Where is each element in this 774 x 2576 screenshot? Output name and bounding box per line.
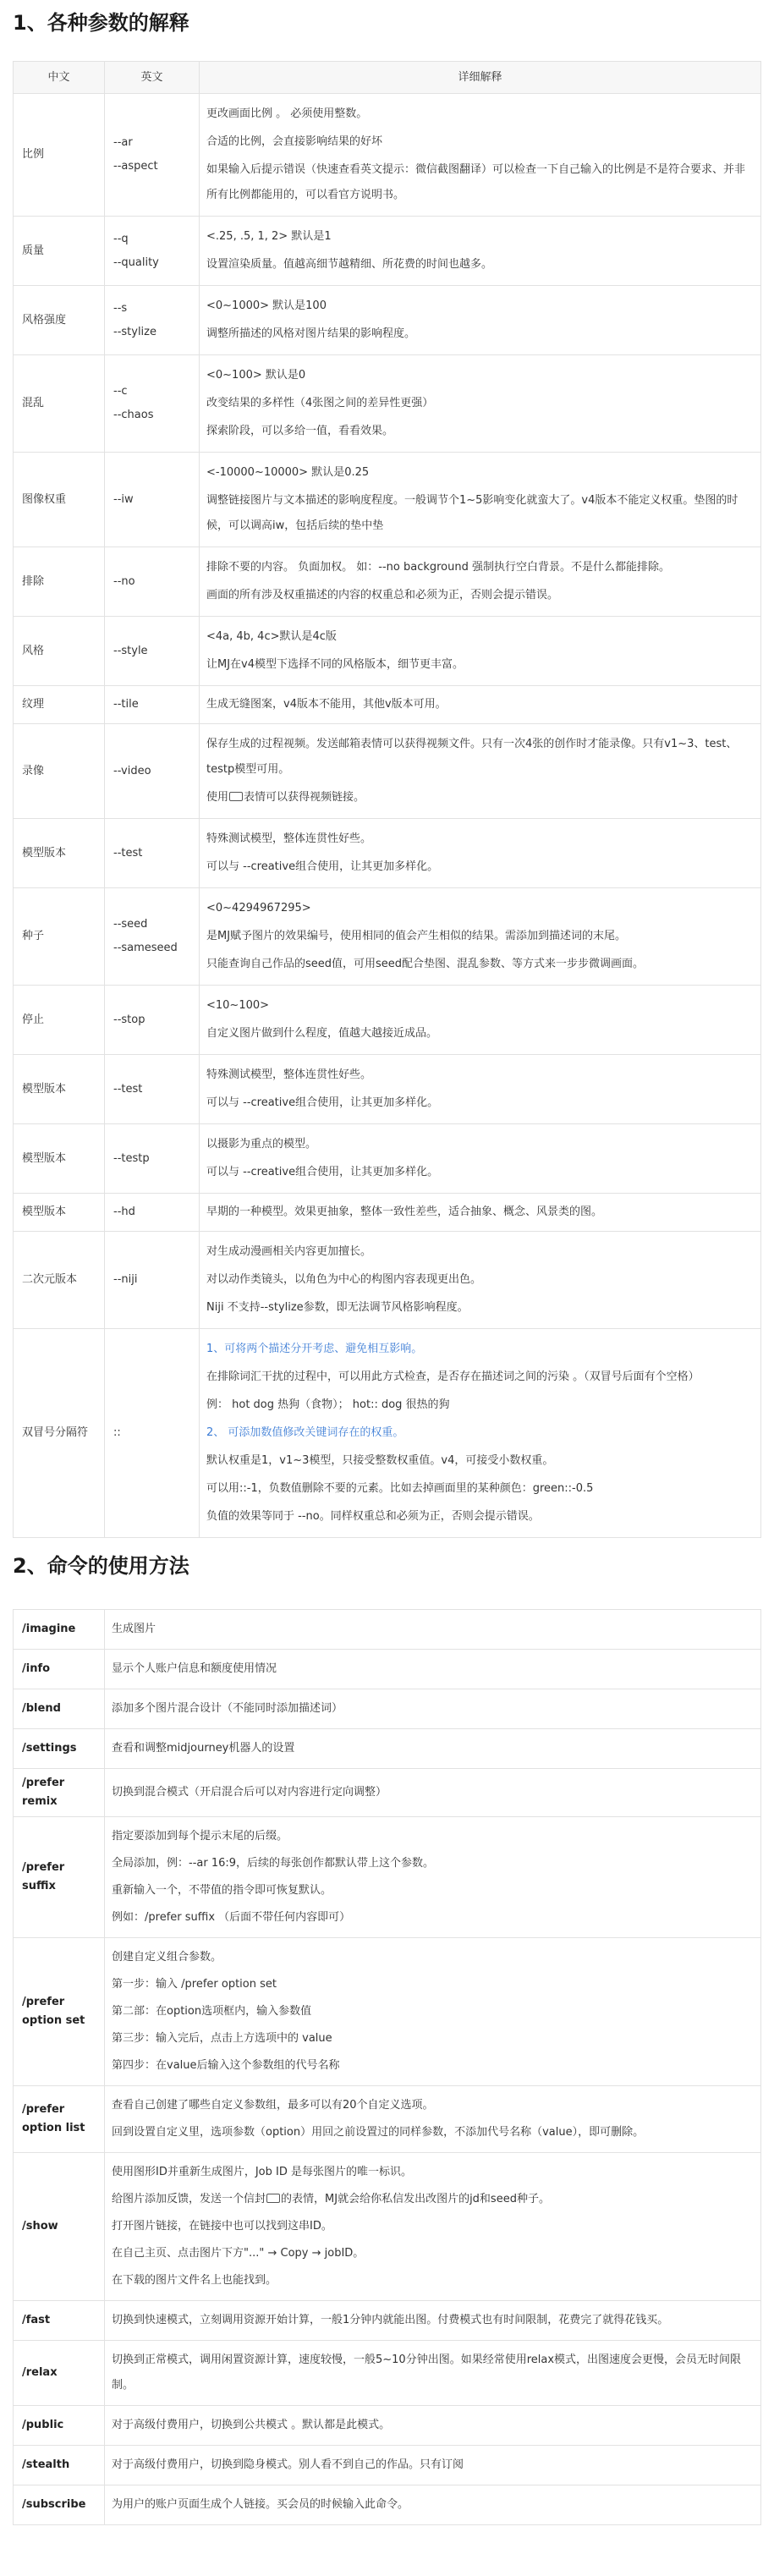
command-name-line: /prefer <box>22 1996 65 2008</box>
parameter-flag: --test <box>113 846 143 860</box>
parameter-row <box>14 819 761 888</box>
parameter-cn: 种子 <box>14 888 105 986</box>
command-desc <box>105 1689 761 1729</box>
parameter-cn: 模型版本 <box>14 1055 105 1124</box>
parameter-cn: 二次元版本 <box>14 1232 105 1329</box>
command-desc-line: 在自己主页、点击图片下方"..." → Copy → jobID。 <box>112 2247 365 2260</box>
command-name-line: /relax <box>22 2366 58 2379</box>
detail-line: 调整所描述的风格对图片结果的影响程度。 <box>206 327 416 340</box>
command-row <box>14 2341 761 2406</box>
command-desc-line: 重新输入一个，不带值的指令即可恢复默认。 <box>112 1884 332 1897</box>
detail-line: 可以与 --creative组合使用，让其更加多样化。 <box>206 1096 439 1109</box>
command-row <box>14 2153 761 2301</box>
parameter-row <box>14 986 761 1055</box>
detail-line: <.25, .5, 1, 2> 默认是1 <box>206 230 332 243</box>
detail-line: 1、可将两个描述分开考虑、避免相互影响。 <box>206 1343 423 1355</box>
command-desc-line: 给图片添加反馈，发送一个信封 的表情，MJ就会给你私信发出改图片的jd和seed种子。 <box>112 2193 550 2205</box>
detail-line: <10~100> <box>206 999 270 1012</box>
command-row <box>14 1689 761 1729</box>
parameter-row <box>14 888 761 986</box>
parameter-cn: 质量 <box>14 217 105 286</box>
parameter-flag: --no <box>113 574 135 588</box>
parameter-en <box>105 355 200 453</box>
command-desc <box>105 2485 761 2525</box>
parameter-flag: --test <box>113 1082 143 1096</box>
command-desc-line: 添加多个图片混合设计（不能同时添加描述词） <box>112 1702 343 1715</box>
parameter-flag: --seed <box>113 918 148 931</box>
parameter-en <box>105 1232 200 1329</box>
command-row <box>14 1938 761 2086</box>
parameter-row <box>14 686 761 724</box>
parameter-cn: 模型版本 <box>14 1194 105 1232</box>
parameter-detail <box>200 355 761 453</box>
command-name <box>14 2341 105 2406</box>
command-row <box>14 2086 761 2153</box>
detail-line: 特殊测试模型，整体连贯性好些。 <box>206 832 372 845</box>
command-desc-line: 第一步：输入 /prefer option set <box>112 1978 277 1991</box>
command-desc <box>105 1769 761 1817</box>
command-name-line: /info <box>22 1662 51 1675</box>
command-desc <box>105 1650 761 1689</box>
detail-line: 早期的一种模型。效果更抽象，整体一致性差些，适合抽象、概念、风景类的图。 <box>206 1206 603 1218</box>
command-desc <box>105 1610 761 1650</box>
parameter-cn: 比例 <box>14 94 105 217</box>
commands-table <box>13 1609 761 2525</box>
detail-line: 探索阶段，可以多给一值，看看效果。 <box>206 425 394 437</box>
command-name-line: /prefer <box>22 1861 65 1874</box>
command-desc <box>105 2086 761 2153</box>
parameter-row <box>14 355 761 453</box>
command-desc <box>105 1817 761 1938</box>
parameter-cn: 图像权重 <box>14 453 105 547</box>
detail-line: Niji 不支持--stylize参数，即无法调节风格影响程度。 <box>206 1301 469 1314</box>
command-name-line: /settings <box>22 1742 77 1755</box>
command-desc-line: 创建自定义组合参数。 <box>112 1951 222 1964</box>
command-name-line: suffix <box>22 1880 56 1892</box>
detail-line: 生成无缝图案，v4版本不能用，其他v版本可用。 <box>206 698 447 711</box>
parameter-detail <box>200 1329 761 1538</box>
parameter-cn: 双冒号分隔符 <box>14 1329 105 1538</box>
detail-line: 例： hot dog 热狗（食物）； hot:: dog 很热的狗 <box>206 1398 450 1411</box>
detail-line: 设置渲染质量。值越高细节越精细、所花费的时间也越多。 <box>206 258 493 271</box>
command-desc <box>105 2301 761 2341</box>
command-desc-line: 查看和调整midjourney机器人的设置 <box>112 1742 295 1755</box>
section2-title: 2、命令的使用方法 <box>13 1554 189 1578</box>
parameter-row <box>14 1124 761 1194</box>
command-desc <box>105 2406 761 2446</box>
parameter-detail <box>200 986 761 1055</box>
detail-line: 可以与 --creative组合使用，让其更加多样化。 <box>206 860 439 873</box>
section1-title: 1、各种参数的解释 <box>13 11 189 35</box>
parameter-en <box>105 547 200 617</box>
parameters-table-header <box>14 62 761 94</box>
parameter-detail <box>200 1124 761 1194</box>
detail-line: 以摄影为重点的模型。 <box>206 1138 317 1151</box>
command-desc-line: 使用图形ID并重新生成图片，Job ID 是每张图片的唯一标识。 <box>112 2166 412 2178</box>
parameter-cn: 混乱 <box>14 355 105 453</box>
command-desc <box>105 1729 761 1769</box>
detail-line: 合适的比例，会直接影响结果的好坏 <box>206 135 383 148</box>
parameter-cn: 停止 <box>14 986 105 1055</box>
detail-line: 对以动作类镜头，以角色为中心的构图内容表现更出色。 <box>206 1273 482 1286</box>
command-row <box>14 1610 761 1650</box>
command-row <box>14 2301 761 2341</box>
parameter-row <box>14 1194 761 1232</box>
parameter-flag: --niji <box>113 1273 138 1286</box>
command-name-line: /subscribe <box>22 2498 86 2511</box>
parameter-flag: --stop <box>113 1013 145 1026</box>
command-row <box>14 2406 761 2446</box>
command-desc <box>105 1938 761 2086</box>
command-name-line: /stealth <box>22 2458 70 2471</box>
detail-line: 保存生成的过程视频。发送邮箱表情可以获得视频文件。只有一次4张的创作时才能录像。只有v1~3、test、testp模型可用。 <box>206 738 738 776</box>
parameter-row <box>14 217 761 286</box>
parameter-cn: 纹理 <box>14 686 105 724</box>
envelope-emoji-icon <box>266 2194 280 2203</box>
detail-line: 在排除词汇干扰的过程中，可以用此方式检查，是否存在描述词之间的污染 。（双冒号后面有个空格） <box>206 1370 700 1383</box>
parameter-flag: --iw <box>113 492 134 506</box>
parameter-detail <box>200 94 761 217</box>
parameter-flag: --quality <box>113 255 159 269</box>
command-desc-line: 切换到正常模式，调用闲置资源计算，速度较慢，一般5~10分钟出图。如果经常使用relax模式，出图速度会更慢，会员无时间限制。 <box>112 2354 742 2392</box>
detail-line: 负值的效果等同于 --no。同样权重总和必须为正，否则会提示错误。 <box>206 1510 540 1523</box>
detail-line: 是MJ赋予图片的效果编号，使用相同的值会产生相似的结果。需添加到描述词的末尾。 <box>206 930 627 942</box>
command-desc-line: 指定要添加到每个提示末尾的后缀。 <box>112 1830 288 1843</box>
command-desc <box>105 2153 761 2301</box>
command-name <box>14 2301 105 2341</box>
parameter-detail <box>200 217 761 286</box>
parameter-row <box>14 547 761 617</box>
command-row <box>14 1817 761 1938</box>
command-name-line: remix <box>22 1795 58 1808</box>
detail-line: 可以与 --creative组合使用，让其更加多样化。 <box>206 1166 439 1178</box>
parameter-flag: --style <box>113 644 148 657</box>
command-name <box>14 2153 105 2301</box>
command-desc-line: 在下载的图片文件名上也能找到。 <box>112 2274 277 2287</box>
parameter-flag: --tile <box>113 698 139 711</box>
parameter-en <box>105 986 200 1055</box>
parameter-flag: --chaos <box>113 409 154 421</box>
parameter-en <box>105 1194 200 1232</box>
parameter-cn: 风格 <box>14 617 105 686</box>
command-desc-line: 生成图片 <box>112 1623 156 1635</box>
parameter-en <box>105 1329 200 1538</box>
parameter-detail <box>200 1232 761 1329</box>
parameter-flag: --stylize <box>113 325 156 338</box>
detail-line: <0~4294967295> <box>206 902 311 915</box>
parameters-table <box>13 61 761 1538</box>
command-name <box>14 1729 105 1769</box>
parameter-row <box>14 453 761 547</box>
command-name <box>14 2406 105 2446</box>
detail-line: <0~100> 默认是0 <box>206 369 306 382</box>
parameter-en <box>105 888 200 986</box>
parameter-flag: --sameseed <box>113 942 178 954</box>
command-name <box>14 2086 105 2153</box>
parameter-flag: --s <box>113 301 128 315</box>
detail-line: 对生成动漫画相关内容更加擅长。 <box>206 1245 372 1258</box>
parameter-en <box>105 453 200 547</box>
parameter-cn: 模型版本 <box>14 1124 105 1194</box>
command-name <box>14 1650 105 1689</box>
command-row <box>14 1769 761 1817</box>
parameter-en <box>105 1055 200 1124</box>
command-name-line: /prefer <box>22 1777 65 1789</box>
detail-line: 让MJ在v4模型下选择不同的风格版本，细节更丰富。 <box>206 658 464 671</box>
command-name <box>14 1769 105 1817</box>
envelope-emoji-icon <box>229 792 243 801</box>
command-desc-line: 第三步：输入完后，点击上方选项中的 value <box>112 2032 332 2045</box>
header-cn: 中文 <box>14 62 105 94</box>
parameter-flag: --aspect <box>113 160 158 173</box>
parameter-flag: --hd <box>113 1206 135 1218</box>
parameter-detail <box>200 547 761 617</box>
detail-line: 更改画面比例 。 必须使用整数。 <box>206 107 368 120</box>
parameter-flag: --testp <box>113 1151 150 1165</box>
detail-line: <4a, 4b, 4c>默认是4c版 <box>206 630 337 643</box>
parameter-detail <box>200 1194 761 1232</box>
detail-line: 特殊测试模型，整体连贯性好些。 <box>206 1068 372 1081</box>
command-name <box>14 1610 105 1650</box>
command-row <box>14 2446 761 2485</box>
detail-line: 可以用::-1，负数值删除不要的元素。比如去掉画面里的某种颜色：green::-0.5 <box>206 1482 594 1495</box>
parameter-detail <box>200 1055 761 1124</box>
parameter-detail <box>200 724 761 819</box>
parameter-row <box>14 1055 761 1124</box>
parameter-detail <box>200 286 761 355</box>
parameter-flag: --ar <box>113 136 133 149</box>
command-desc-line: 第四步：在value后输入这个参数组的代号名称 <box>112 2059 340 2072</box>
parameter-cn: 模型版本 <box>14 819 105 888</box>
detail-line: 排除不要的内容。 负面加权。 如：--no background 强制执行空白背景。不是什么都能排除。 <box>206 561 670 574</box>
command-desc-line: 显示个人账户信息和额度使用情况 <box>112 1662 277 1675</box>
command-name-line: /prefer <box>22 2103 65 2116</box>
detail-line: 只能查询自己作品的seed值，可用seed配合垫图、混乱参数、等方式来一步步微调画面。 <box>206 958 645 970</box>
parameter-en <box>105 1124 200 1194</box>
parameter-cn: 录像 <box>14 724 105 819</box>
command-name-line: option list <box>22 2122 85 2134</box>
detail-line: <-10000~10000> 默认是0.25 <box>206 466 370 479</box>
command-desc-line: 回到设置自定义里，选项参数（option）用回之前设置过的同样参数，不添加代号名称（value），即可删除。 <box>112 2126 645 2139</box>
parameter-row <box>14 724 761 819</box>
detail-line: 默认权重是1，v1~3模型，只接受整数权重值。v4，可接受小数权重。 <box>206 1454 554 1467</box>
command-name-line: option set <box>22 2014 85 2027</box>
command-name <box>14 2485 105 2525</box>
parameter-flag: :: <box>113 1426 121 1439</box>
command-desc <box>105 2446 761 2485</box>
command-desc-line: 对于高级付费用户，切换到隐身模式。别人看不到自己的作品。只有订阅 <box>112 2458 464 2471</box>
detail-line: 2、 可添加数值修改关键词存在的权重。 <box>206 1426 404 1439</box>
command-row <box>14 1650 761 1689</box>
parameter-en <box>105 617 200 686</box>
parameter-detail <box>200 617 761 686</box>
command-name-line: /public <box>22 2419 64 2431</box>
parameter-cn: 风格强度 <box>14 286 105 355</box>
parameter-en <box>105 94 200 217</box>
command-name-line: /show <box>22 2220 58 2233</box>
parameter-flag: --q <box>113 232 129 245</box>
command-row <box>14 2485 761 2525</box>
parameter-detail <box>200 686 761 724</box>
parameter-en <box>105 819 200 888</box>
detail-line: <0~1000> 默认是100 <box>206 299 327 312</box>
command-desc-line: 全局添加，例：--ar 16:9，后续的每张创作都默认带上这个参数。 <box>112 1857 435 1870</box>
command-name <box>14 1689 105 1729</box>
detail-line: 使用 表情可以获得视频链接。 <box>206 791 365 804</box>
command-desc-line: 对于高级付费用户，切换到公共模式 。默认都是此模式。 <box>112 2419 391 2431</box>
command-row <box>14 1729 761 1769</box>
detail-line: 画面的所有涉及权重描述的内容的权重总和必须为正，否则会提示错误。 <box>206 589 559 601</box>
detail-line: 自定义图片做到什么程度，值越大越接近成品。 <box>206 1027 438 1040</box>
command-desc-line: 切换到混合模式（开启混合后可以对内容进行定向调整） <box>112 1786 387 1799</box>
parameter-en <box>105 286 200 355</box>
command-name-line: /blend <box>22 1702 61 1715</box>
command-desc-line: 切换到快速模式，立刻调用资源开始计算，一般1分钟内就能出图。付费模式也有时间限制，花费完了就得花钱买。 <box>112 2314 669 2326</box>
parameter-row <box>14 94 761 217</box>
command-desc-line: 查看自己创建了哪些自定义参数组，最多可以有20个自定义选项。 <box>112 2099 434 2112</box>
parameter-row <box>14 1232 761 1329</box>
detail-line: 改变结果的多样性（4张图之间的差异性更强） <box>206 397 434 409</box>
command-name-line: /fast <box>22 2314 51 2326</box>
command-name-line: /imagine <box>22 1623 76 1635</box>
parameter-en <box>105 724 200 819</box>
parameter-row <box>14 617 761 686</box>
header-en: 英文 <box>105 62 200 94</box>
command-desc-line: 第二部：在option选项框内，输入参数值 <box>112 2005 312 2018</box>
detail-line: 调整链接图片与文本描述的影响度程度。一般调节个1~5影响变化就蛮大了。v4版本不能定义权重。垫图的时候，可以调高iw，包括后续的垫中垫 <box>206 494 738 532</box>
command-name <box>14 1938 105 2086</box>
detail-line: 如果输入后提示错误（快速查看英文提示：微信截图翻译）可以检查一下自己输入的比例是不是符合要求、并非所有比例都能用的，可以看官方说明书。 <box>206 163 746 201</box>
command-desc-line: 例如：/prefer suffix （后面不带任何内容即可） <box>112 1911 351 1924</box>
parameter-row <box>14 1329 761 1538</box>
parameter-en <box>105 686 200 724</box>
parameter-detail <box>200 453 761 547</box>
parameter-flag: --c <box>113 385 128 398</box>
command-name <box>14 1817 105 1938</box>
parameter-en <box>105 217 200 286</box>
parameter-row <box>14 286 761 355</box>
command-desc-line: 为用户的账户页面生成个人链接。买会员的时候输入此命令。 <box>112 2498 409 2511</box>
parameter-detail <box>200 819 761 888</box>
command-desc-line: 打开图片链接，在链接中也可以找到这串ID。 <box>112 2220 332 2233</box>
parameter-cn: 排除 <box>14 547 105 617</box>
header-detail: 详细解释 <box>200 62 761 94</box>
command-desc <box>105 2341 761 2406</box>
parameter-detail <box>200 888 761 986</box>
parameter-flag: --video <box>113 764 151 777</box>
command-name <box>14 2446 105 2485</box>
